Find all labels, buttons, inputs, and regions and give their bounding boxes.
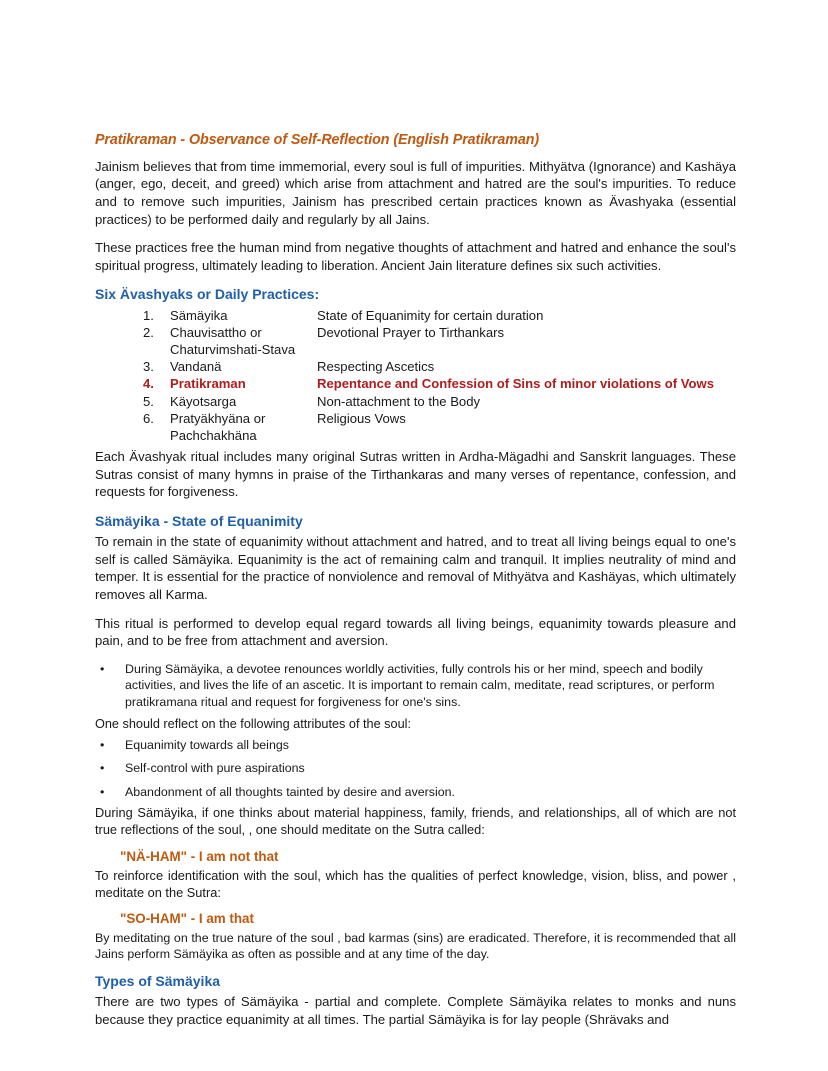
practice-name: Chauvisattho or Chaturvimshati-Stava <box>170 324 296 358</box>
document-title: Pratikraman - Observance of Self-Reflection (English Pratikraman) <box>95 132 539 148</box>
na-ham-follow-text: To reinforce identification with the soul, which has the qualities of perfect knowledge, vision, bliss, and power , meditate on the Sutra: <box>95 868 736 901</box>
heading-samayika: Sämäyika - State of Equanimity <box>95 513 303 530</box>
six-avashyaks-list <box>95 307 736 445</box>
practice-name: Vandanä <box>170 359 222 375</box>
practice-row <box>95 358 736 375</box>
practice-row <box>95 393 736 410</box>
sutra-heading-na-ham: "NÄ-HAM" - I am not that <box>120 848 279 864</box>
bullet-icon: • <box>100 761 105 776</box>
bullet-icon: • <box>100 784 105 799</box>
practice-row-pratikraman <box>95 375 736 392</box>
so-ham-follow-text: By meditating on the true nature of the soul , bad karmas (sins) are eradicated. Therefore, it is recommended that all Jains perform Sämäyika as often as possible and at any time of the day. <box>95 930 736 962</box>
heading-six-avashyaks: Six Ävashyaks or Daily Practices: <box>95 286 320 303</box>
list-item <box>95 737 736 753</box>
intro-paragraph-1: Jainism believes that from time immemorial, every soul is full of impurities. Mithyätva (Ignorance) and Kashäya (anger, ego, deceit, and greed) which arise from attachment and hatred are the soul's impurities. To reduce and to remove such impurities, Jainism has prescribed certain practices known as Ävashyaka (essential practices) to be performed daily and regularly by all Jains. <box>95 158 736 227</box>
intro-paragraph-2: These practices free the human mind from negative thoughts of attachment and hatred and enhance the soul's spiritual progress, ultimately leading to liberation. Ancient Jain literature defines six such activities. <box>95 240 736 273</box>
practice-description: State of Equanimity for certain duration <box>317 307 544 323</box>
practice-row <box>95 324 736 358</box>
bullet-icon: • <box>100 661 105 676</box>
practice-description: Non-attachment to the Body <box>317 393 481 409</box>
practice-row <box>95 410 736 444</box>
attributes-lead-text: One should reflect on the following attributes of the soul: <box>95 716 411 731</box>
devotee-bullet-list <box>95 661 736 710</box>
practice-number: 6. <box>143 410 154 426</box>
list-item-label: Abandonment of all thoughts tainted by desire and aversion. <box>125 784 455 799</box>
practice-description: Respecting Ascetics <box>317 359 435 375</box>
practice-description: Religious Vows <box>317 410 406 426</box>
list-item-label: Equanimity towards all beings <box>125 737 289 752</box>
list-item <box>95 760 736 776</box>
practice-number: 2. <box>143 324 154 340</box>
practice-name: Sämäyika <box>170 307 228 323</box>
bullet-icon: • <box>100 737 105 752</box>
practice-number: 1. <box>143 307 154 323</box>
practice-number: 5. <box>143 393 154 409</box>
avashyak-closing-paragraph: Each Ävashyak ritual includes many original Sutras written in Ardha-Mägadhi and Sanskrit languages. These Sutras consist of many hymns in praise of the Tirthankaras and many verses of repentance, confession, and requests for forgiveness. <box>95 449 736 500</box>
practice-number: 4. <box>143 376 154 392</box>
document-content <box>95 132 736 1028</box>
practice-name: Käyotsarga <box>170 393 237 409</box>
meditate-lead-text: During Sämäyika, if one thinks about material happiness, family, friends, and relationships, all of which are not true reflections of the soul, , one should meditate on the Sutra called: <box>95 805 736 838</box>
list-item-label: During Sämäyika, a devotee renounces worldly activities, fully controls his or her mind, speech and bodily activities, and lives the life of an ascetic. It is important to remain calm, meditate, read scriptures, or perform pratikramana ritual and request for forgiveness for one's sins. <box>125 661 715 709</box>
practice-row <box>95 307 736 324</box>
practice-name: Pratikraman <box>170 376 246 392</box>
practice-number: 3. <box>143 359 154 375</box>
list-item-label: Self-control with pure aspirations <box>125 761 305 776</box>
types-paragraph: There are two types of Sämäyika - partial and complete. Complete Sämäyika relates to monks and nuns because they practice equanimity at all times. The partial Sämäyika is for lay people (Shrävaks and <box>95 994 736 1027</box>
soul-attributes-list <box>95 737 736 800</box>
practice-name: Pratyäkhyäna or Pachchakhäna <box>170 410 266 444</box>
list-item <box>95 784 736 800</box>
sutra-heading-so-ham: "SO-HAM" - I am that <box>120 911 254 927</box>
samayika-paragraph-1: To remain in the state of equanimity without attachment and hatred, and to treat all living beings equal to one's self is called Sämäyika. Equanimity is the act of remaining calm and tranquil. It implies neutrality of mind and temper. It is essential for the practice of nonviolence and removal of Mithyätva and Kashäyas, which ultimately removes all Karma. <box>95 534 736 602</box>
practice-description: Repentance and Confession of Sins of minor violations of Vows <box>317 376 714 392</box>
list-item <box>95 661 736 710</box>
heading-types-of-samayika: Types of Sämäyika <box>95 973 221 990</box>
samayika-paragraph-2: This ritual is performed to develop equal regard towards all living beings, equanimity towards pleasure and pain, and to be free from attachment and aversion. <box>95 615 736 649</box>
practice-description: Devotional Prayer to Tirthankars <box>317 324 505 340</box>
